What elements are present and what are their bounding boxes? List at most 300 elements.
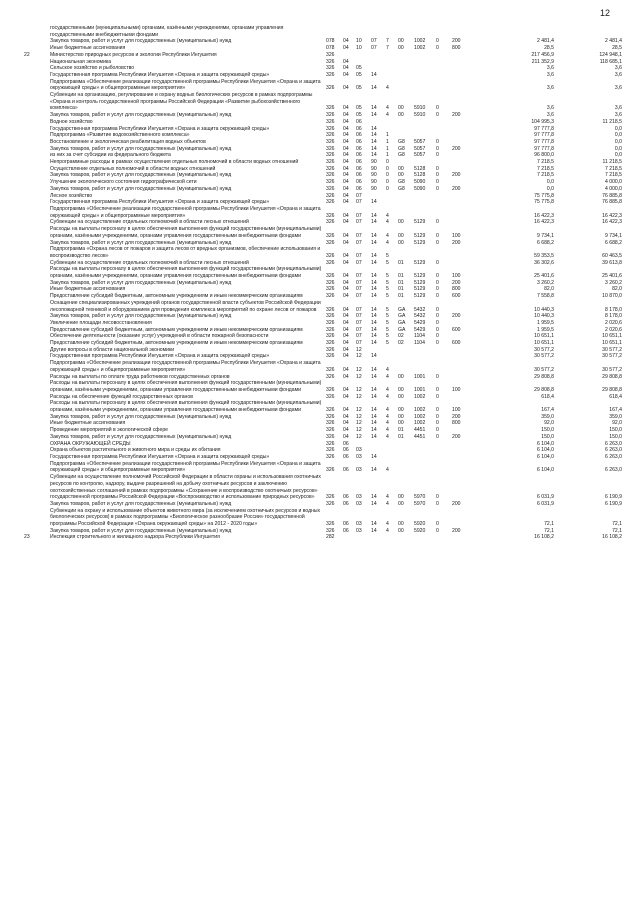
code-cell: 600: [452, 293, 461, 300]
code-cell: 5129: [414, 219, 426, 226]
code-cell: 14: [371, 353, 377, 360]
code-cell: 5129: [414, 279, 426, 286]
amount-year-1: 6 104,0: [537, 467, 554, 474]
amount-year-2: 150,0: [609, 427, 622, 434]
code-cell: 326: [326, 407, 335, 414]
row-description: Государственная программа Республики Ингушетия «Охрана и защита окружающей среды»: [50, 125, 270, 132]
code-cell: 326: [326, 440, 335, 447]
code-cell: 04: [343, 273, 349, 280]
code-cell: 00: [398, 219, 404, 226]
code-cell: 200: [452, 413, 461, 420]
amount-year-1: 150,0: [541, 433, 554, 440]
code-cell: G8: [398, 179, 405, 186]
code-cell: 07: [356, 313, 362, 320]
row-description: Закупка товаров, работ и услуг для государственных (муниципальных) нужд: [50, 433, 232, 440]
code-cell: 14: [371, 232, 377, 239]
code-cell: 326: [326, 346, 335, 353]
table-row: [0, 206, 640, 219]
row-description: Расходы на выплаты персоналу в целях обеспечения выполнения функций государственными (муниципальными) органами, казёнными учреждениями, органами управления государственными внебюджетными фондами: [50, 266, 322, 280]
table-row: [0, 179, 640, 186]
amount-year-1: 0,0: [546, 185, 554, 192]
code-cell: 00: [398, 386, 404, 393]
code-cell: 12: [356, 386, 362, 393]
code-cell: 14: [371, 132, 377, 139]
code-cell: 200: [452, 500, 461, 507]
code-cell: 200: [452, 527, 461, 534]
row-description: Субвенции на организацию, регулирование и охрану водных биологических ресурсов в рамках подпрограммы «Охрана и контроль государственной программы Российской Федерации «Развитие рыбохозяйственного комплекса»: [50, 92, 313, 112]
code-cell: 14: [371, 454, 377, 460]
table-row: [0, 112, 640, 119]
code-cell: 1002: [414, 413, 426, 420]
code-cell: 14: [371, 521, 377, 528]
code-cell: 06: [343, 500, 349, 507]
code-cell: 01: [398, 279, 404, 286]
code-cell: 04: [343, 58, 349, 65]
code-cell: 14: [371, 407, 377, 414]
code-cell: 14: [371, 340, 377, 347]
amount-year-2: 8 178,0: [605, 306, 622, 313]
code-cell: 04: [343, 293, 349, 300]
code-cell: 326: [326, 454, 335, 460]
amount-year-2: 16 422,3: [602, 212, 622, 219]
amount-year-1: 1 959,5: [537, 326, 554, 333]
amount-year-2: 16 108,2: [602, 534, 622, 541]
code-cell: 4: [386, 212, 389, 219]
code-cell: 04: [343, 172, 349, 179]
table-row: [0, 293, 640, 300]
code-cell: 12: [356, 366, 362, 373]
table-row: [0, 400, 640, 413]
code-cell: 04: [343, 125, 349, 132]
code-cell: 00: [398, 105, 404, 112]
code-cell: 326: [326, 172, 335, 179]
amount-year-1: 104 995,3: [531, 118, 554, 125]
amount-year-2: 8 178,0: [605, 313, 622, 320]
amount-year-1: 6 688,2: [537, 239, 554, 246]
code-cell: 07: [371, 45, 377, 52]
code-cell: 14: [371, 333, 377, 340]
code-cell: 4: [386, 413, 389, 420]
amount-year-1: 6 104,0: [537, 454, 554, 460]
code-cell: 04: [343, 112, 349, 119]
code-cell: 03: [356, 467, 362, 474]
code-cell: 06: [356, 165, 362, 172]
code-cell: 00: [398, 494, 404, 501]
code-cell: 04: [343, 212, 349, 219]
row-description: Министерство природных ресурсов и экологии Республики Ингушетия: [50, 51, 217, 58]
row-description: Государственная программа Республики Ингушетия «Охрана и защита окружающей среды»: [50, 199, 270, 206]
code-cell: 5: [386, 259, 389, 266]
code-cell: 100: [452, 386, 461, 393]
amount-year-2: 359,0: [609, 413, 622, 420]
code-cell: 00: [398, 239, 404, 246]
amount-year-2: 30 577,2: [602, 366, 622, 373]
code-cell: 14: [371, 386, 377, 393]
code-cell: 0: [436, 494, 439, 501]
code-cell: 1: [386, 145, 389, 152]
amount-year-1: 30 577,2: [534, 346, 554, 353]
code-cell: 04: [343, 232, 349, 239]
code-cell: 06: [356, 172, 362, 179]
table-row: [0, 320, 640, 327]
row-description: Оснащение специализированных учреждений органов государственной власти субъектов Российской Федерации лесопожарной техникой и оборудованием для проведения комплекса мероприятий по охране лесов от пожаров: [50, 299, 321, 313]
amount-year-1: 28,5: [544, 45, 554, 52]
code-cell: 0: [436, 38, 439, 45]
table-row: [0, 380, 640, 393]
amount-year-2: 11 218,5: [602, 159, 622, 166]
amount-year-1: 97 777,8: [534, 125, 554, 132]
code-cell: 4: [386, 500, 389, 507]
code-cell: 0: [436, 279, 439, 286]
amount-year-1: 96 800,0: [534, 152, 554, 159]
code-cell: 4: [386, 239, 389, 246]
code-cell: 326: [326, 279, 335, 286]
code-cell: 06: [343, 494, 349, 501]
amount-year-1: 9 734,1: [537, 232, 554, 239]
amount-year-2: 2 020,6: [605, 326, 622, 333]
code-cell: 5: [386, 313, 389, 320]
amount-year-1: 211 352,9: [531, 58, 554, 65]
code-cell: 03: [356, 521, 362, 528]
code-cell: 01: [398, 273, 404, 280]
code-cell: 5129: [414, 239, 426, 246]
code-cell: 14: [371, 105, 377, 112]
code-cell: 4: [386, 521, 389, 528]
code-cell: 1002: [414, 420, 426, 427]
code-cell: 04: [343, 105, 349, 112]
code-cell: 05: [356, 71, 362, 78]
code-cell: 326: [326, 145, 335, 152]
table-row: [0, 434, 640, 441]
code-cell: 06: [356, 152, 362, 159]
code-cell: 0: [386, 165, 389, 172]
code-cell: 600: [452, 326, 461, 333]
code-cell: 326: [326, 112, 335, 119]
code-cell: 326: [326, 313, 335, 320]
table-row: [0, 166, 640, 173]
code-cell: 12: [356, 393, 362, 400]
code-cell: 0: [436, 333, 439, 340]
code-cell: 0: [436, 527, 439, 534]
code-cell: 01: [398, 286, 404, 293]
code-cell: 0: [436, 340, 439, 347]
code-cell: 5: [386, 326, 389, 333]
amount-year-1: 82,0: [544, 286, 554, 293]
code-cell: 0: [436, 319, 439, 326]
row-description: Закупка товаров, работ и услуг для государственных (муниципальных) нужд: [50, 38, 232, 45]
code-cell: 5432: [414, 313, 426, 320]
code-cell: 0: [436, 165, 439, 172]
code-cell: 0: [436, 138, 439, 145]
code-cell: 100: [452, 407, 461, 414]
amount-year-1: 150,0: [541, 427, 554, 434]
code-cell: 14: [371, 306, 377, 313]
code-cell: 14: [371, 85, 377, 92]
table-row: [0, 454, 640, 461]
code-cell: 04: [343, 353, 349, 360]
code-cell: 326: [326, 179, 335, 186]
row-description: Водное хозяйство: [50, 118, 93, 125]
amount-year-1: 10 651,1: [534, 333, 554, 340]
code-cell: 326: [326, 192, 335, 199]
code-cell: 00: [398, 373, 404, 380]
code-cell: 326: [326, 393, 335, 400]
code-cell: 14: [371, 319, 377, 326]
code-cell: 04: [343, 427, 349, 434]
code-cell: 06: [343, 527, 349, 534]
amount-year-2: 124 948,1: [599, 51, 622, 58]
table-row: [0, 72, 640, 79]
code-cell: 326: [326, 273, 335, 280]
code-cell: 03: [356, 447, 362, 454]
code-cell: 14: [371, 125, 377, 132]
amount-year-1: 72,1: [544, 527, 554, 534]
amount-year-1: 16 422,3: [534, 212, 554, 219]
amount-year-1: 6 104,0: [537, 440, 554, 447]
code-cell: 5: [386, 293, 389, 300]
code-cell: 07: [356, 232, 362, 239]
code-cell: 326: [326, 286, 335, 293]
code-cell: 200: [452, 279, 461, 286]
code-cell: 326: [326, 138, 335, 145]
code-cell: 07: [356, 259, 362, 266]
code-cell: 0: [436, 413, 439, 420]
row-description: Субвенции на осуществление отдельных полномочий в области лесных отношений: [50, 259, 249, 266]
code-cell: 0: [386, 159, 389, 166]
amount-year-2: 6 263,0: [605, 447, 622, 454]
code-cell: 04: [343, 346, 349, 353]
code-cell: 00: [398, 45, 404, 52]
amount-year-2: 0,0: [614, 132, 622, 139]
amount-year-1: 217 456,9: [531, 51, 554, 58]
amount-year-2: 76 885,8: [602, 199, 622, 206]
code-cell: 01: [398, 427, 404, 434]
code-cell: 06: [356, 185, 362, 192]
code-cell: 326: [326, 467, 335, 474]
code-cell: 1104: [414, 340, 425, 347]
code-cell: 5: [386, 252, 389, 259]
code-cell: 0: [386, 185, 389, 192]
table-row: [0, 146, 640, 153]
code-cell: 14: [371, 71, 377, 78]
code-cell: 0: [436, 393, 439, 400]
code-cell: 100: [452, 273, 461, 280]
code-cell: 00: [398, 112, 404, 119]
code-cell: 282: [326, 534, 335, 541]
code-cell: 04: [343, 413, 349, 420]
code-cell: 06: [356, 118, 362, 125]
code-cell: 326: [326, 366, 335, 373]
code-cell: 1: [386, 132, 389, 139]
code-cell: 04: [343, 85, 349, 92]
amount-year-1: 6 031,9: [537, 494, 554, 501]
table-row: [0, 79, 640, 92]
code-cell: 4: [386, 393, 389, 400]
code-cell: 326: [326, 159, 335, 166]
code-cell: 4: [386, 373, 389, 380]
code-cell: 12: [356, 420, 362, 427]
code-cell: 14: [371, 273, 377, 280]
code-cell: 5057: [414, 152, 426, 159]
code-cell: 05: [356, 105, 362, 112]
code-cell: 01: [398, 259, 404, 266]
code-cell: 04: [343, 333, 349, 340]
code-cell: 0: [436, 179, 439, 186]
code-cell: 5129: [414, 293, 426, 300]
code-cell: 12: [356, 433, 362, 440]
code-cell: 04: [343, 152, 349, 159]
code-cell: 04: [343, 185, 349, 192]
table-row: [0, 132, 640, 139]
code-cell: 12: [356, 373, 362, 380]
code-cell: 10: [356, 45, 362, 52]
row-description: из них за счет субсидии из федерального бюджета: [50, 152, 171, 159]
code-cell: 00: [398, 165, 404, 172]
row-description: Расходы на обеспечение функций государственных органов: [50, 393, 193, 400]
code-cell: 04: [343, 45, 349, 52]
code-cell: 12: [356, 346, 362, 353]
code-cell: 200: [452, 38, 461, 45]
code-cell: 4: [386, 420, 389, 427]
code-cell: 0: [436, 386, 439, 393]
code-cell: 14: [371, 467, 377, 474]
code-cell: 04: [343, 132, 349, 139]
row-description: Предоставление субсидий бюджетным, автономным учреждениям и иным некоммерческим организациям: [50, 326, 303, 333]
amount-year-2: 6 263,0: [605, 454, 622, 460]
code-cell: 326: [326, 527, 335, 534]
code-cell: 5: [386, 273, 389, 280]
code-cell: 0: [436, 427, 439, 434]
code-cell: 02: [398, 340, 404, 347]
row-description: Сельское хозяйство и рыболовство: [50, 65, 135, 72]
row-description: Восстановление и экологическая реабилитация водных объектов: [50, 138, 206, 145]
amount-year-2: 3,6: [614, 112, 622, 119]
code-cell: 326: [326, 51, 335, 58]
row-description: государственными (муниципальными) органами, казёнными учреждениями, органами управления государственными внебюджетными фондами: [50, 25, 284, 38]
code-cell: 4: [386, 427, 389, 434]
code-cell: 5: [386, 279, 389, 286]
row-description: Расходы на выплаты по оплате труда работников государственных органов: [50, 373, 230, 380]
code-cell: 14: [371, 527, 377, 534]
code-cell: 04: [343, 38, 349, 45]
code-cell: 07: [356, 279, 362, 286]
code-cell: 5: [386, 306, 389, 313]
code-cell: 03: [356, 500, 362, 507]
code-cell: 04: [343, 319, 349, 326]
code-cell: 326: [326, 494, 335, 501]
code-cell: 03: [356, 494, 362, 501]
code-cell: 326: [326, 252, 335, 259]
code-cell: 5429: [414, 319, 426, 326]
amount-year-1: 3,6: [546, 112, 554, 119]
code-cell: 0: [436, 105, 439, 112]
code-cell: 0: [436, 259, 439, 266]
row-description: Иные бюджетные ассигнования: [50, 286, 126, 293]
amount-year-2: 4 000,0: [605, 185, 622, 192]
code-cell: 03: [356, 527, 362, 534]
row-description: Иные бюджетные ассигнования: [50, 420, 126, 427]
code-cell: 0: [436, 145, 439, 152]
code-cell: 14: [371, 427, 377, 434]
amount-year-2: 618,4: [609, 393, 622, 400]
row-index: 23: [24, 534, 30, 541]
code-cell: G8: [398, 185, 405, 192]
row-description: Закупка товаров, работ и услуг для государственных (муниципальных) нужд: [50, 527, 232, 534]
amount-year-1: 72,1: [544, 521, 554, 528]
code-cell: 14: [371, 326, 377, 333]
row-description: Закупка товаров, работ и услуг для государственных (муниципальных) нужд: [50, 185, 232, 192]
code-cell: 0: [436, 373, 439, 380]
table-row: [0, 360, 640, 373]
code-cell: GA: [398, 306, 406, 313]
code-cell: 4: [386, 433, 389, 440]
code-cell: 0: [436, 112, 439, 119]
code-cell: 326: [326, 152, 335, 159]
code-cell: 326: [326, 85, 335, 92]
code-cell: 14: [371, 313, 377, 320]
amount-year-2: 7 218,5: [605, 172, 622, 179]
amount-year-2: 3,6: [614, 65, 622, 72]
code-cell: 326: [326, 219, 335, 226]
code-cell: 06: [356, 145, 362, 152]
amount-year-1: 7 218,5: [537, 165, 554, 172]
row-description: Охрана объектов растительного и животного мира и среды их обитания: [50, 447, 221, 454]
amount-year-2: 60 463,5: [602, 252, 622, 259]
amount-year-1: 7 218,5: [537, 172, 554, 179]
amount-year-2: 0,0: [614, 145, 622, 152]
code-cell: 00: [398, 413, 404, 420]
amount-year-2: 29 808,8: [602, 373, 622, 380]
code-cell: 00: [398, 393, 404, 400]
code-cell: 4451: [414, 427, 426, 434]
code-cell: 04: [343, 386, 349, 393]
code-cell: 326: [326, 386, 335, 393]
table-row: [0, 461, 640, 474]
amount-year-2: 6 263,0: [605, 440, 622, 447]
code-cell: 5920: [414, 521, 426, 528]
code-cell: 90: [371, 179, 377, 186]
amount-year-1: 29 808,8: [534, 373, 554, 380]
code-cell: 0: [436, 420, 439, 427]
table-row: [0, 501, 640, 508]
code-cell: 200: [452, 172, 461, 179]
code-cell: 1001: [414, 386, 426, 393]
code-cell: 07: [356, 340, 362, 347]
code-cell: 5129: [414, 286, 426, 293]
amount-year-1: 1 959,5: [537, 319, 554, 326]
code-cell: 04: [343, 252, 349, 259]
code-cell: 06: [343, 454, 349, 460]
code-cell: 5057: [414, 145, 426, 152]
row-description: Закупка товаров, работ и услуг для государственных (муниципальных) нужд: [50, 413, 232, 420]
code-cell: 06: [356, 138, 362, 145]
code-cell: 12: [356, 407, 362, 414]
row-description: Закупка товаров, работ и услуг для государственных (муниципальных) нужд: [50, 500, 232, 507]
code-cell: 03: [356, 454, 362, 460]
amount-year-1: 3 260,2: [537, 279, 554, 286]
code-cell: 07: [356, 286, 362, 293]
code-cell: 4: [386, 494, 389, 501]
code-cell: 326: [326, 65, 335, 72]
amount-year-2: 10 651,1: [602, 340, 622, 347]
code-cell: 12: [356, 427, 362, 434]
code-cell: 326: [326, 319, 335, 326]
row-description: Субвенции на осуществление полномочий Российской Федерации в области охраны и использования охотничьих ресурсов по контролю, надзору, выдаче разрешений на добычу охотничьих ресурсов и заключению охотхозяйственных соглашений в рамках подпрограммы «Сохранение и воспроизводство охотничьих ресурсов» государственной программы Российской Федерации «Воспроизводство и использование природных ресурсов»: [50, 474, 321, 501]
code-cell: 5910: [414, 105, 426, 112]
table-row: [0, 240, 640, 247]
amount-year-1: 92,0: [544, 420, 554, 427]
row-description: Закупка товаров, работ и услуг для государственных (муниципальных) нужд: [50, 112, 232, 119]
